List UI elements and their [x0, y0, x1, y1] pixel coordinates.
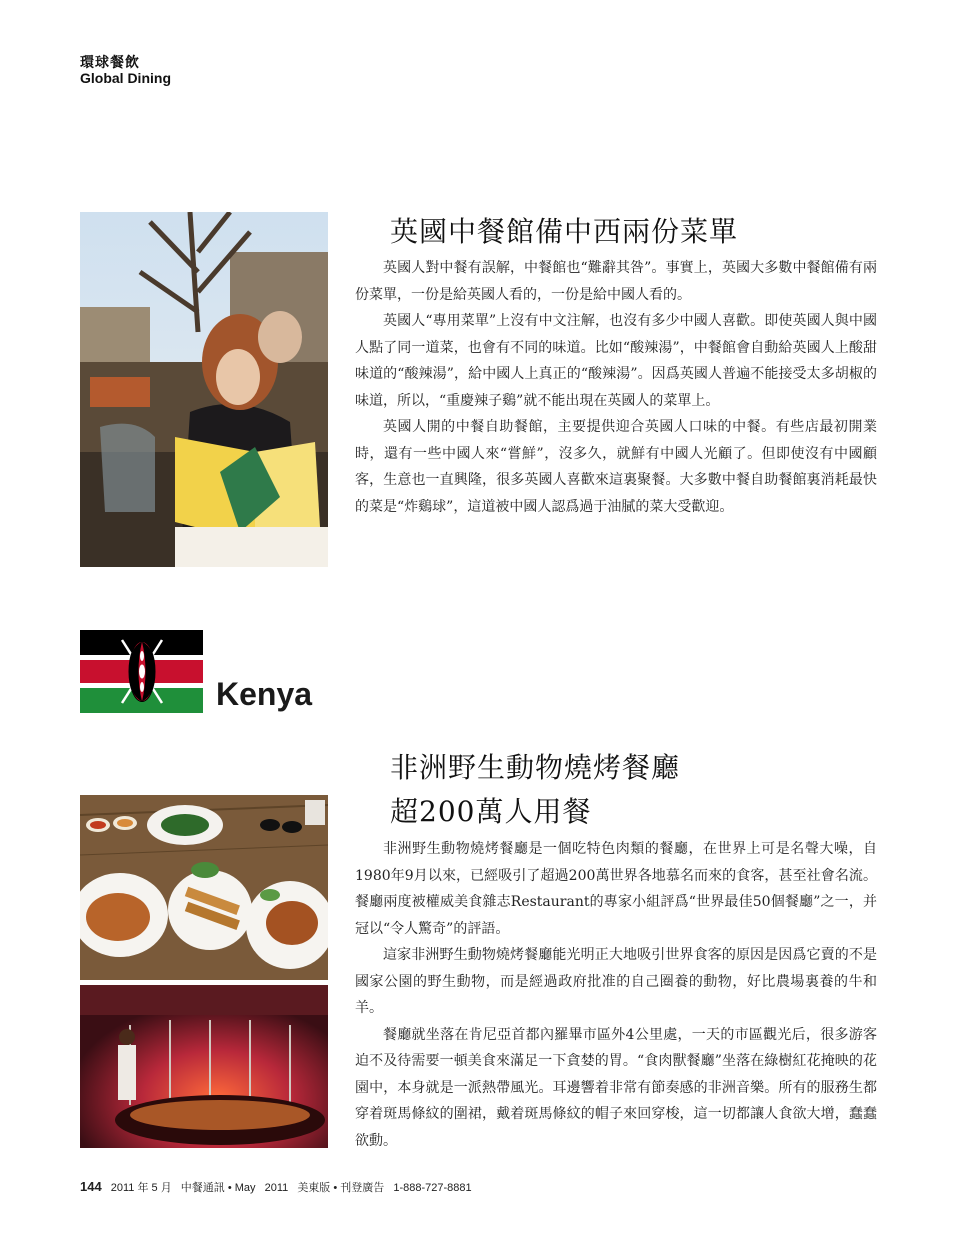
article-2-paragraph: 非洲野生動物燒烤餐廳是一個吃特色肉類的餐廳，在世界上可是名聲大噪，自1980年9月以來，已經吸引了超過200萬世界各地慕名而來的食客，甚至社會名流。餐廳兩度被權威美食雜志Restaurant的專家小組評爲“世界最佳50個餐廳”之一，并冠以“令人驚奇”的評語。 [355, 841, 877, 937]
article-2-body [355, 836, 877, 1154]
footer-date: 2011 年 5 月 [110, 1182, 172, 1194]
kenya-flag [80, 630, 203, 713]
article-1-paragraph: 英國人開的中餐自助餐館，主要提供迎合英國人口味的中餐。有些店最初開業時，還有一些中國人來“嘗鮮”，沒多久，就鮮有中國人光顧了。但即使沒有中國顧客，生意也一直興隆，很多英國人喜歡來這裏聚餐。大多數中餐自助餐館裏消耗最快的菜是“炸鷄球”，這道被中國人認爲過于油膩的菜大受歡迎。 [355, 419, 877, 515]
photo-grilled-dishes [80, 795, 328, 980]
section-title-en: Global Dining [80, 70, 171, 86]
article-1-paragraph: 英國人對中餐有誤解，中餐館也“難辭其咎”。事實上，英國大多數中餐館備有兩份菜單，一份是給英國人看的，一份是給中國人看的。 [355, 260, 877, 303]
footer-edition: 美東版 • 刊登廣告 [297, 1182, 385, 1194]
photo-woman-reading-menu [80, 212, 328, 567]
article-2-paragraph: 這家非洲野生動物燒烤餐廳能光明正大地吸引世界食客的原因是因爲它賣的不是國家公園的野生動物，而是經過政府批准的自己圈養的動物，好比農場裏養的牛和羊。 [355, 947, 877, 1016]
page-number: 144 [80, 1179, 102, 1194]
article-2-title-line-1: 非洲野生動物燒烤餐廳 [390, 751, 681, 784]
footer-year: 2011 [264, 1182, 289, 1194]
article-1-paragraph: 英國人“專用菜單”上沒有中文注解，也沒有多少中國人喜歡。即使英國人與中國人點了同一道菜，也會有不同的味道。比如“酸辣湯”，中餐館會自動給英國人上酸甜味道的“酸辣湯”，給中國人上真正的“酸辣湯”。因爲英國人普遍不能接受太多胡椒的味道，所以，“重慶辣子鷄”就不能出現在英國人的菜單上。 [355, 313, 877, 409]
photo-grill-pit [80, 985, 328, 1148]
article-2-paragraph: 餐廳就坐落在肯尼亞首都內羅畢市區外4公里處，一天的市區觀光后，很多游客迫不及待需要一頓美食來滿足一下貪婪的胃。“食肉獸餐廳”坐落在綠樹紅花掩映的花園中，本身就是一派熱帶風光。耳邊響着非常有節奏感的非洲音樂。所有的服務生都穿着斑馬條紋的圍裙，戴着斑馬條紋的帽子來回穿梭，這一切都讓人食欲大增，蠢蠢欲動。 [355, 1026, 877, 1149]
page-footer [80, 1179, 478, 1195]
article-1-body [355, 255, 877, 520]
article-2-title-line-2: 超200萬人用餐 [390, 795, 592, 828]
country-label: Kenya [216, 676, 313, 712]
footer-phone: 1-888-727-8881 [393, 1182, 472, 1194]
section-title-cn: 環球餐飲 [80, 55, 140, 71]
article-1-title: 英國中餐館備中西兩份菜單 [390, 215, 739, 248]
footer-publication: 中餐通訊 • May [180, 1182, 256, 1194]
